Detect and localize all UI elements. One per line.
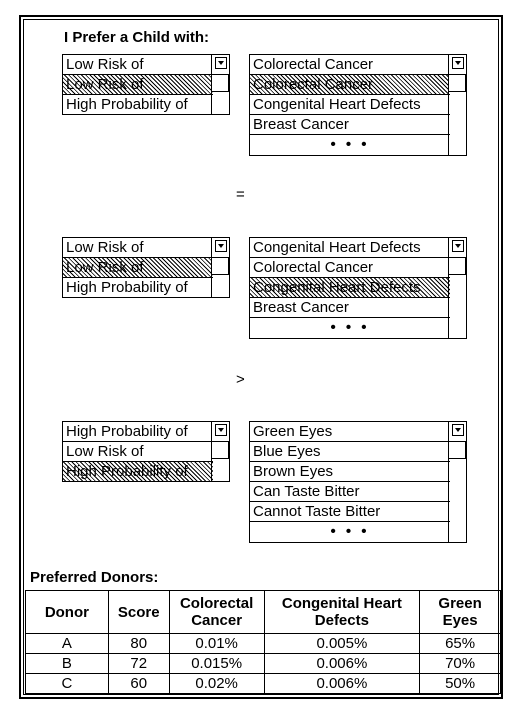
col-header-congenital: Congenital Heart Defects [264, 591, 420, 634]
trait-option[interactable]: Breast Cancer [250, 298, 450, 318]
risk-dropdown-2[interactable] [62, 237, 230, 298]
risk-option[interactable]: High Probability of [66, 96, 188, 113]
more-options-ellipsis[interactable]: • • • [330, 319, 370, 336]
cell-donor: C [26, 674, 109, 694]
trait-option[interactable]: Breast Cancer [250, 115, 450, 135]
risk-dropdown-3[interactable] [62, 421, 230, 482]
cell-colorectal: 0.01% [169, 634, 264, 654]
risk-option-selected[interactable]: Low Risk of [63, 55, 213, 75]
table-row[interactable] [26, 674, 501, 694]
table-header-row [26, 591, 501, 634]
trait-option[interactable]: Brown Eyes [250, 462, 450, 482]
trait-dropdown-3[interactable] [249, 421, 467, 543]
cell-congenital: 0.006% [264, 654, 420, 674]
trait-option-highlighted[interactable]: Colorectal Cancer [250, 75, 450, 95]
scroll-thumb[interactable] [448, 74, 466, 92]
risk-option[interactable]: High Probability of [66, 279, 188, 296]
risk-option[interactable]: Low Risk of [63, 442, 213, 462]
trait-option-selected[interactable]: Colorectal Cancer [250, 55, 450, 75]
scroll-thumb[interactable] [211, 441, 229, 459]
col-header-score: Score [108, 591, 169, 634]
donor-table [25, 590, 501, 694]
dropdown-scrollbar[interactable] [211, 422, 229, 481]
equals-operator: = [236, 186, 245, 203]
cell-donor: B [26, 654, 109, 674]
chevron-down-icon[interactable] [452, 57, 464, 69]
cell-colorectal: 0.015% [169, 654, 264, 674]
chevron-down-icon[interactable] [215, 240, 227, 252]
col-header-donor: Donor [26, 591, 109, 634]
trait-option[interactable]: Colorectal Cancer [250, 258, 450, 278]
chevron-down-icon[interactable] [215, 424, 227, 436]
cell-congenital: 0.006% [264, 674, 420, 694]
dropdown-scrollbar[interactable] [448, 422, 466, 542]
table-row[interactable] [26, 634, 501, 654]
trait-option[interactable]: Blue Eyes [250, 442, 450, 462]
dropdown-scrollbar[interactable] [211, 55, 229, 114]
scroll-thumb[interactable] [448, 257, 466, 275]
chevron-down-icon[interactable] [452, 424, 464, 436]
col-header-colorectal: Colorectal Cancer [169, 591, 264, 634]
dropdown-scrollbar[interactable] [448, 55, 466, 155]
risk-option-selected[interactable]: Low Risk of [63, 238, 213, 258]
cell-score: 60 [108, 674, 169, 694]
cell-colorectal: 0.02% [169, 674, 264, 694]
cell-congenital: 0.005% [264, 634, 420, 654]
preference-heading: I Prefer a Child with: [64, 29, 210, 46]
cell-green-eyes: 50% [420, 674, 501, 694]
greater-than-operator: > [236, 371, 245, 388]
cell-donor: A [26, 634, 109, 654]
cell-score: 72 [108, 654, 169, 674]
risk-dropdown-1[interactable] [62, 54, 230, 115]
risk-option-highlighted[interactable]: Low Risk of [63, 75, 213, 95]
risk-option-highlighted[interactable]: Low Risk of [63, 258, 213, 278]
trait-option-highlighted[interactable]: Congenital Heart Defects [250, 278, 450, 298]
scroll-thumb[interactable] [448, 441, 466, 459]
trait-dropdown-1[interactable] [249, 54, 467, 156]
trait-dropdown-2[interactable] [249, 237, 467, 339]
trait-option[interactable]: Cannot Taste Bitter [250, 502, 450, 522]
trait-option[interactable]: Can Taste Bitter [250, 482, 450, 502]
cell-green-eyes: 65% [420, 634, 501, 654]
chevron-down-icon[interactable] [215, 57, 227, 69]
dropdown-scrollbar[interactable] [211, 238, 229, 297]
scroll-thumb[interactable] [211, 74, 229, 92]
risk-option-highlighted[interactable]: High Probability of [63, 462, 213, 482]
scroll-thumb[interactable] [211, 257, 229, 275]
trait-option[interactable]: Congenital Heart Defects [250, 95, 450, 115]
dropdown-scrollbar[interactable] [448, 238, 466, 338]
trait-option-selected[interactable]: Congenital Heart Defects [250, 238, 450, 258]
trait-option-selected[interactable]: Green Eyes [250, 422, 450, 442]
col-header-green-eyes: Green Eyes [420, 591, 501, 634]
more-options-ellipsis[interactable]: • • • [330, 136, 370, 153]
chevron-down-icon[interactable] [452, 240, 464, 252]
risk-option-selected[interactable]: High Probability of [63, 422, 213, 442]
table-row[interactable] [26, 654, 501, 674]
more-options-ellipsis[interactable]: • • • [330, 523, 370, 540]
cell-green-eyes: 70% [420, 654, 501, 674]
cell-score: 80 [108, 634, 169, 654]
preferred-donors-title: Preferred Donors: [30, 569, 159, 586]
